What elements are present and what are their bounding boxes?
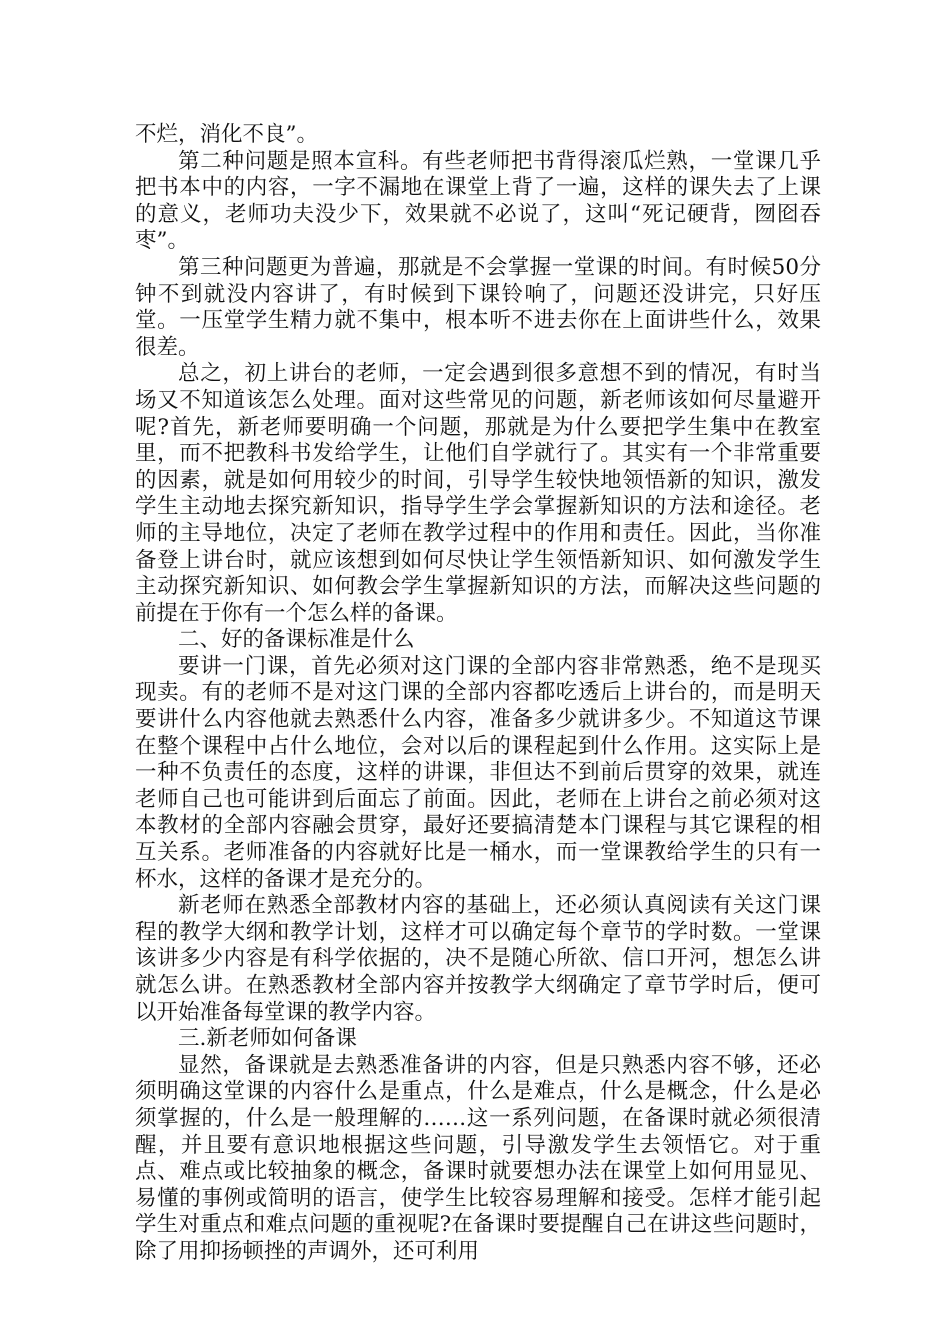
section-heading-three: 三.新老师如何备课 (178, 1026, 357, 1052)
paragraph-preparation-standard: 要讲一门课，首先必须对这门课的全部内容非常熟悉，绝不是现买现卖。有的老师不是对这门课的全部内容都吃透后上讲台的，而是明天要讲什么内容他就去熟悉什么内容，准备多少就讲多少。不知道这节课在整个课程中占什么地位，会对以后的课程起到什么作用。这实际上是一种不负责任的态度，这样的讲课，非但达不到前后贯穿的效果，就连老师自己也可能讲到后面忘了前面。因此，老师在上讲台之前必须对这本教材的全部内容融会贯穿，最好还要搞清楚本门课程与其它课程的相互关系。老师准备的内容就好比是一桶水，而一堂课教给学生的只有一杯水，这样的备课才是充分的。 (135, 653, 821, 892)
section-heading-two: 二、好的备课标准是什么 (178, 627, 415, 653)
paragraph-syllabus: 新老师在熟悉全部教材内容的基础上，还必须认真阅读有关这门课程的教学大纲和教学计划，这样才可以确定每个章节的学时数。一堂课该讲多少内容是有科学依据的，决不是随心所欲、信口开河，想怎么讲就怎么讲。在熟悉教材全部内容并按教学大纲确定了章节学时后，便可以开始准备每堂课的教学内容。 (135, 893, 821, 1025)
document-page (135, 122, 821, 1266)
paragraph-summary: 总之，初上讲台的老师，一定会遇到很多意想不到的情况，有时当场又不知道该怎么处理。面对这些常见的问题，新老师该如何尽量避开呢?首先，新老师要明确一个问题，那就是为什么要把学生集中在教室里，而不把教科书发给学生，让他们自学就行了。其实有一个非常重要的因素，就是如何用较少的时间，引导学生较快地领悟新的知识，激发学生主动地去探究新知识，指导学生学会掌握新知识的方法和途径。老师的主导地位，决定了老师在教学过程中的作用和责任。因此，当你准备登上讲台时，就应该想到如何尽快让学生领悟新知识、如何激发学生主动探究新知识、如何教会学生掌握新知识的方法，而解决这些问题的前提在于你有一个怎么样的备课。 (135, 361, 821, 626)
paragraph-problem-two: 第二种问题是照本宣科。有些老师把书背得滚瓜烂熟，一堂课几乎把书本中的内容，一字不漏地在课堂上背了一遍，这样的课失去了上课的意义，老师功夫没少下，效果就不必说了，这叫“死记硬背，囫囵吞枣”。 (135, 148, 821, 254)
paragraph-continuation: 不烂，消化不良”。 (135, 122, 318, 147)
paragraph-how-to-prepare: 显然，备课就是去熟悉准备讲的内容，但是只熟悉内容不够，还必须明确这堂课的内容什么是重点，什么是难点，什么是概念，什么是必须掌握的，什么是一般理解的……这一系列问题，在备课时就必须很清醒，并且要有意识地根据这些问题，引导激发学生去领悟它。对于重点、难点或比较抽象的概念，备课时就要想办法在课堂上如何用显见、易懂的事例或简明的语言，使学生比较容易理解和接受。怎样才能引起学生对重点和难点问题的重视呢?在备课时要提醒自己在讲这些问题时，除了用抑扬顿挫的声调外，还可利用 (135, 1052, 821, 1264)
paragraph-problem-three: 第三种问题更为普遍，那就是不会掌握一堂课的时间。有时候50分钟不到就没内容讲了，有时候到下课铃响了，问题还没讲完，只好压堂。一压堂学生精力就不集中，根本听不进去你在上面讲些什么，效果很差。 (135, 254, 821, 360)
